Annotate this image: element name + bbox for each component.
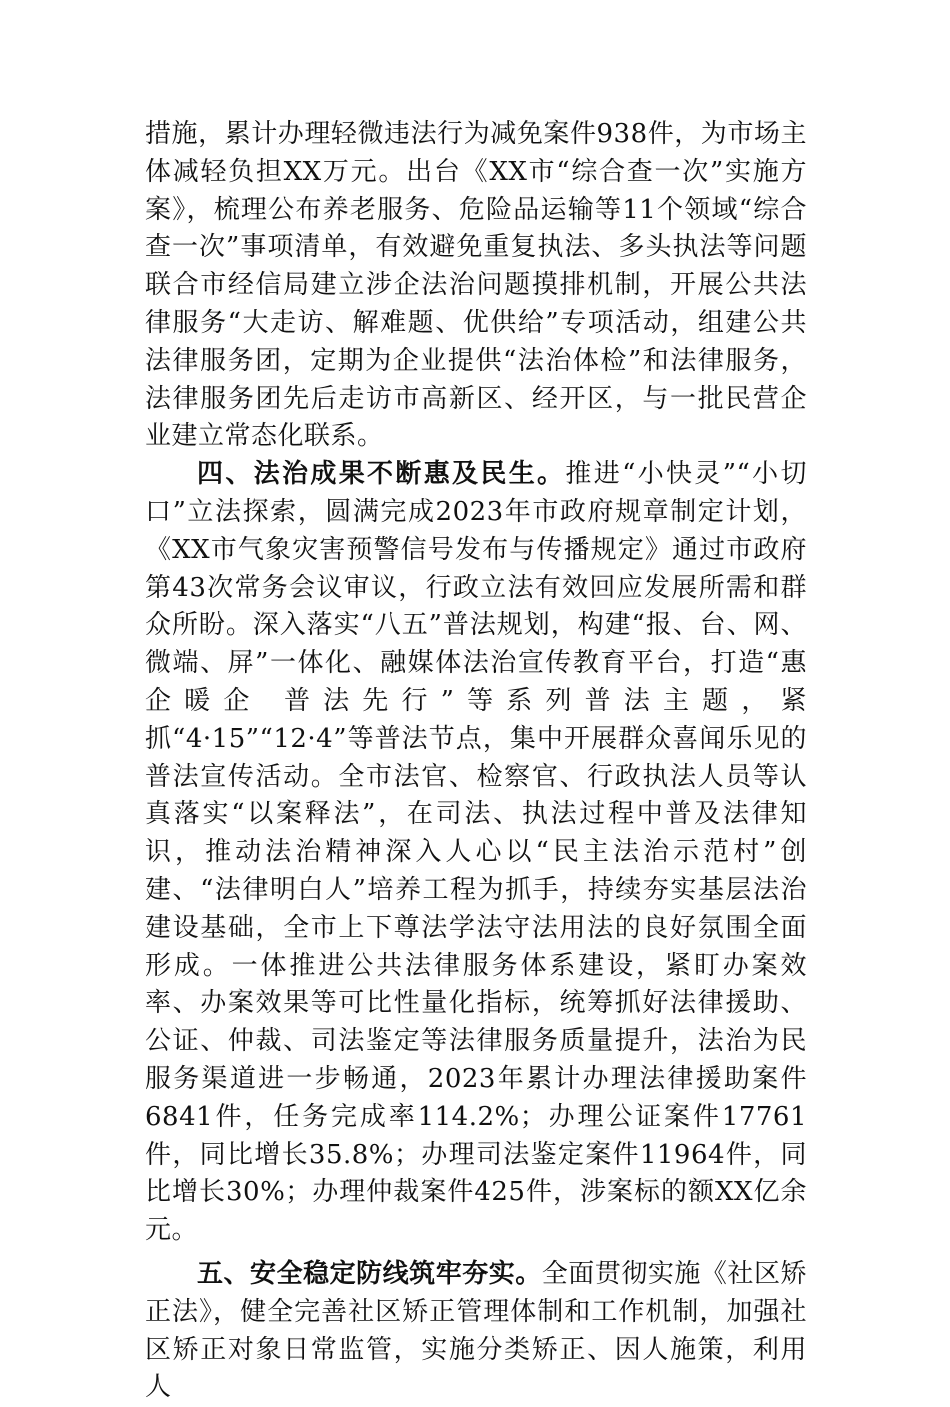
paragraph-text: 全面贯彻实施《社区矫正法》，健全完善社区矫正管理体制和工作机制，加强社区矫正对象日常监管，实施分类矫正、因人施策，利用人 bbox=[145, 1258, 807, 1403]
section-heading: 五、安全稳定防线筑牢夯实。 bbox=[197, 1258, 542, 1289]
paragraph-section-five bbox=[145, 1256, 807, 1407]
section-heading: 四、法治成果不断惠及民生。 bbox=[197, 459, 566, 490]
paragraph-text: 推进“小快灵”“小切口”立法探索，圆满完成2023年市政府规章制定计划，《XX市气象灾害预警信号发布与传播规定》通过市政府第43次常务会议审议，行政立法有效回应发展所需和群众所盼。深入落实“八五”普法规划，构建“报、台、网、微端、屏”一体化、融媒体法治宣传教育平台，打造“惠企暖企 普法先行”等系列普法主题，紧抓“4·15”“12·4”等普法节点，集中开展群众喜闻乐见的普法宣传活动。全市法官、检察官、行政执法人员等认真落实“以案释法”，在司法、执法过程中普及法律知识，推动法治精神深入人心以“民主法治示范村”创建、“法律明白人”培养工程为抓手，持续夯实基层法治建设基础，全市上下尊法学法守法用法的良好氛围全面形成。一体推进公共法律服务体系建设，紧盯办案效率、办案效果等可比性量化指标，统筹抓好法律援助、公证、仲裁、司法鉴定等法律服务质量提升，法治为民服务渠道进一步畅通，2023年累计办理法律援助案件6841件，任务完成率114.2%；办理公证案件17761件，同比增长35.8%；办理司法鉴定案件11964件，同比增长30%；办理仲裁案件425件，涉案标的额XX亿余元。 bbox=[145, 459, 807, 1246]
paragraph-section-four bbox=[145, 456, 807, 1250]
paragraph-continuation bbox=[145, 116, 807, 456]
document-body bbox=[145, 116, 807, 1407]
paragraph-text: 措施，累计办理轻微违法行为减免案件938件，为市场主体减轻负担XX万元。出台《XX市“综合查一次”实施方案》，梳理公布养老服务、危险品运输等11个领域“综合查一次”事项清单，有效避免重复执法、多头执法等问题联合市经信局建立涉企法治问题摸排机制，开展公共法律服务“大走访、解难题、优供给”专项活动，组建公共法律服务团，定期为企业提供“法治体检”和法律服务，法律服务团先后走访市高新区、经开区，与一批民营企业建立常态化联系。 bbox=[145, 119, 807, 452]
